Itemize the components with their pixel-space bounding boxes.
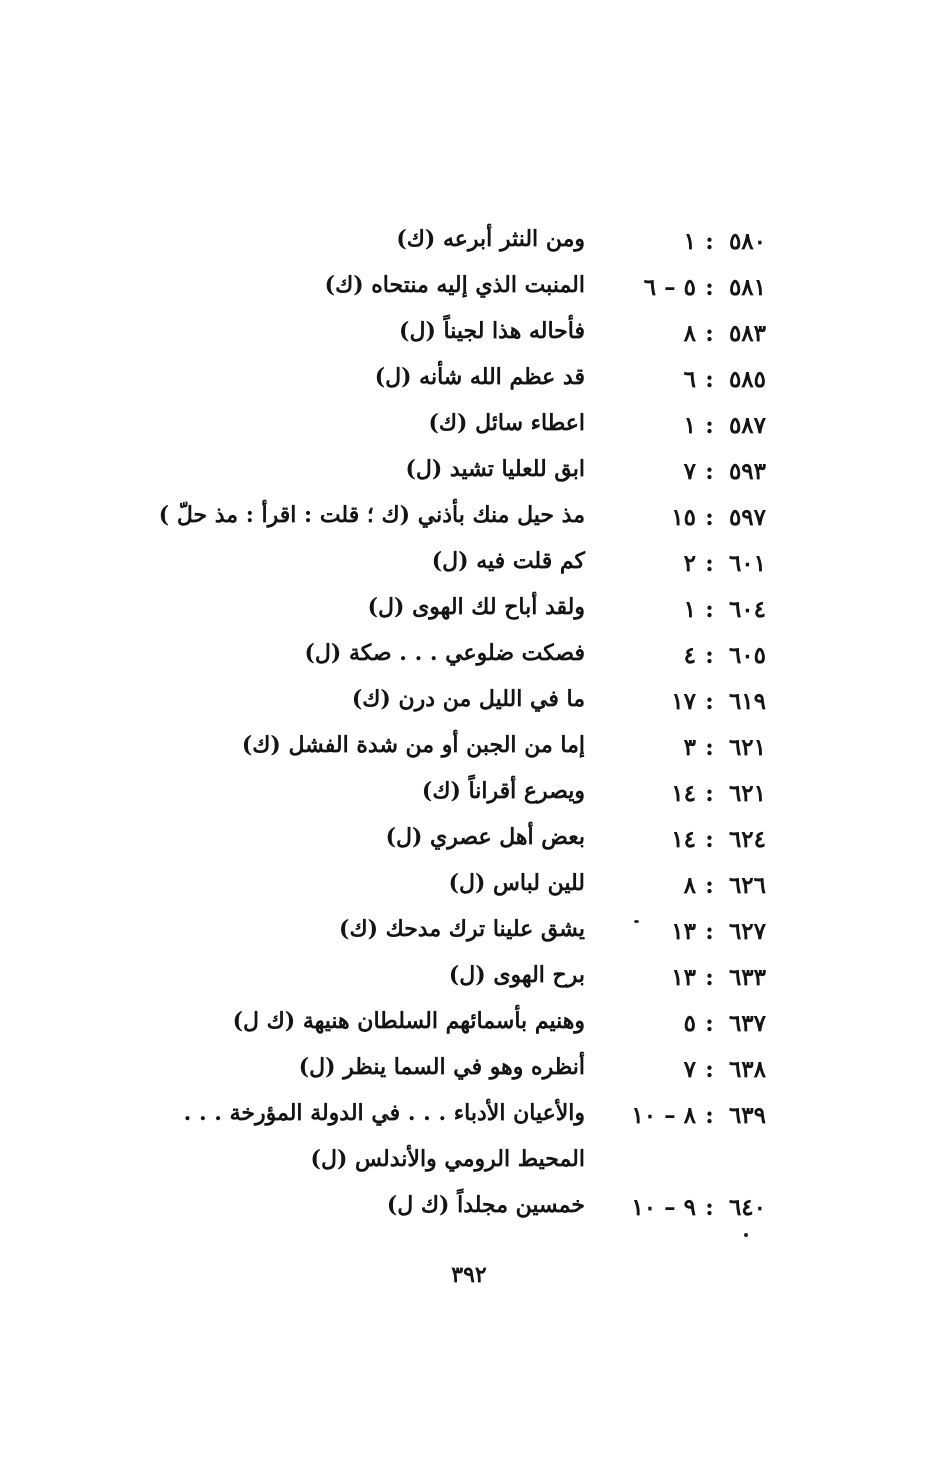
entry-line-number: ٨ — [683, 872, 696, 899]
entry-row — [0, 314, 938, 360]
entry-text: بعض أهل عصري (ل) — [385, 824, 585, 850]
entry-text: أنظره وهو في السما ينظر (ل) — [298, 1054, 585, 1080]
entry-row — [0, 636, 938, 682]
entry-row — [0, 1050, 938, 1096]
entry-row — [0, 360, 938, 406]
entry-reference — [616, 1194, 766, 1221]
entry-page-number: ٥٨٠ — [728, 228, 766, 255]
entry-page-number: ٦٤٠ — [728, 1194, 766, 1221]
entry-reference — [616, 228, 766, 255]
entry-separator: : — [705, 642, 715, 669]
entry-text: المحيط الرومي والأندلس (ل) — [310, 1146, 585, 1172]
entry-text: يشق علينا ترك مدحك (ك) — [339, 916, 585, 942]
entry-text: إما من الجبن أو من شدة الفشل (ك) — [241, 732, 585, 758]
entry-page-number: ٥٩٣ — [728, 458, 766, 485]
entry-text: ويصرع أقراناً (ك) — [421, 778, 585, 804]
entry-line-number: ٨ — [683, 320, 696, 347]
entry-row — [0, 1004, 938, 1050]
entry-separator: : — [705, 734, 715, 761]
entry-line-number: ٥ — [683, 1010, 696, 1037]
entry-text: وهنيم بأسمائهم السلطان هنيهة (ك ل) — [232, 1008, 585, 1034]
entry-reference — [616, 504, 766, 531]
entry-row — [0, 268, 938, 314]
entry-separator: : — [705, 918, 715, 945]
entry-page-number: ٦٠١ — [728, 550, 766, 577]
entry-separator: : — [705, 550, 715, 577]
entry-text: ولقد أباح لك الهوى (ل) — [367, 594, 585, 620]
entry-page-number: ٦٣٣ — [728, 964, 766, 991]
entry-line-number: ١ — [683, 412, 696, 439]
entry-reference — [616, 964, 766, 991]
entry-reference — [616, 1056, 766, 1083]
entry-text: فأحاله هذا لجيناً (ل) — [399, 318, 585, 344]
entry-reference — [616, 366, 766, 393]
entry-separator: : — [705, 366, 715, 393]
entry-reference — [616, 872, 766, 899]
ink-speck — [744, 1233, 748, 1237]
entry-row — [0, 222, 938, 268]
entry-separator: : — [705, 780, 715, 807]
entry-reference — [616, 550, 766, 577]
entry-separator: : — [705, 688, 715, 715]
entry-reference — [616, 1102, 766, 1129]
entry-line-number: ٦ — [683, 366, 696, 393]
entry-row — [0, 544, 938, 590]
entry-reference — [616, 642, 766, 669]
entry-text: اعطاء سائل (ك) — [428, 410, 585, 436]
entry-separator: : — [705, 320, 715, 347]
entry-page-number: ٦١٩ — [728, 688, 766, 715]
ink-speck — [634, 920, 639, 923]
entry-reference — [616, 1010, 766, 1037]
entry-page-number: ٦٢١ — [728, 734, 766, 761]
entry-separator: : — [705, 458, 715, 485]
entry-page-number: ٥٩٧ — [728, 504, 766, 531]
entry-reference — [616, 412, 766, 439]
errata-list — [0, 222, 938, 1234]
entry-text: ما في الليل من درن (ك) — [351, 686, 585, 712]
entry-continuation-row — [0, 1142, 938, 1188]
entry-page-number: ٥٨١ — [728, 274, 766, 301]
entry-row — [0, 912, 938, 958]
entry-page-number: ٦٢٦ — [728, 872, 766, 899]
entry-line-number: ١٥ — [671, 504, 696, 531]
entry-reference — [616, 688, 766, 715]
entry-separator: : — [705, 1056, 715, 1083]
entry-line-number: ١ — [683, 596, 696, 623]
entry-line-number: ٥ – ٦ — [643, 274, 696, 301]
entry-row — [0, 820, 938, 866]
entry-line-number: ٨ – ١٠ — [631, 1102, 696, 1129]
entry-text: والأعيان الأدباء . . . في الدولة المؤرخة . . . — [183, 1100, 585, 1126]
entry-reference — [616, 320, 766, 347]
entry-reference — [616, 596, 766, 623]
entry-separator: : — [705, 412, 715, 439]
entry-line-number: ١٣ — [671, 918, 696, 945]
entry-row — [0, 728, 938, 774]
entry-page-number: ٦٢٧ — [728, 918, 766, 945]
entry-row — [0, 958, 938, 1004]
entry-line-number: ٤ — [683, 642, 696, 669]
entry-text: فصكت ضلوعي . . . صكة (ل) — [304, 640, 585, 666]
entry-line-number: ٩ – ١٠ — [631, 1194, 696, 1221]
entry-text: ابق للعليا تشيد (ل) — [405, 456, 585, 482]
entry-reference — [616, 274, 766, 301]
entry-row — [0, 1096, 938, 1142]
entry-separator: : — [705, 964, 715, 991]
entry-line-number: ١٧ — [671, 688, 696, 715]
entry-separator: : — [705, 826, 715, 853]
entry-line-number: ١ — [683, 228, 696, 255]
entry-reference — [616, 458, 766, 485]
entry-page-number: ٥٨٧ — [728, 412, 766, 439]
entry-line-number: ١٤ — [671, 826, 696, 853]
entry-reference — [616, 780, 766, 807]
entry-page-number: ٦٣٨ — [728, 1056, 766, 1083]
entry-page-number: ٥٨٣ — [728, 320, 766, 347]
entry-page-number: ٥٨٥ — [728, 366, 766, 393]
entry-separator: : — [705, 504, 715, 531]
entry-row — [0, 774, 938, 820]
entry-page-number: ٦٠٤ — [728, 596, 766, 623]
entry-row — [0, 682, 938, 728]
entry-text: مذ حيل منك بأذني (ك ؛ قلت : اقرأ : مذ حلّ ) — [158, 502, 585, 528]
entry-reference — [616, 734, 766, 761]
entry-row — [0, 498, 938, 544]
entry-row — [0, 1188, 938, 1234]
entry-page-number: ٦٣٧ — [728, 1010, 766, 1037]
entry-line-number: ١٣ — [671, 964, 696, 991]
entry-separator: : — [705, 1010, 715, 1037]
entry-row — [0, 452, 938, 498]
entry-row — [0, 866, 938, 912]
entry-line-number: ٣ — [683, 734, 696, 761]
entry-text: كم قلت فيه (ل) — [431, 548, 585, 574]
entry-page-number: ٦٢١ — [728, 780, 766, 807]
entry-separator: : — [705, 1194, 715, 1221]
entry-reference — [616, 826, 766, 853]
entry-separator: : — [705, 228, 715, 255]
entry-text: ومن النثر أبرعه (ك) — [396, 226, 585, 252]
entry-row — [0, 406, 938, 452]
entry-row — [0, 590, 938, 636]
entry-separator: : — [705, 872, 715, 899]
entry-text: قد عظم الله شأنه (ل) — [374, 364, 585, 390]
page-number: ٣٩٢ — [451, 1262, 487, 1288]
entry-line-number: ٢ — [683, 550, 696, 577]
entry-text: برح الهوى (ل) — [448, 962, 585, 988]
entry-separator: : — [705, 1102, 715, 1129]
entry-line-number: ٧ — [683, 1056, 696, 1083]
entry-text: خمسين مجلداً (ك ل) — [386, 1192, 585, 1218]
entry-page-number: ٦٢٤ — [728, 826, 766, 853]
entry-text: المنبت الذي إليه منتحاه (ك) — [324, 272, 585, 298]
entry-text: للين لباس (ل) — [448, 870, 585, 896]
entry-line-number: ٧ — [683, 458, 696, 485]
entry-separator: : — [705, 274, 715, 301]
entry-separator: : — [705, 596, 715, 623]
entry-page-number: ٦٣٩ — [728, 1102, 766, 1129]
entry-page-number: ٦٠٥ — [728, 642, 766, 669]
entry-line-number: ١٤ — [671, 780, 696, 807]
